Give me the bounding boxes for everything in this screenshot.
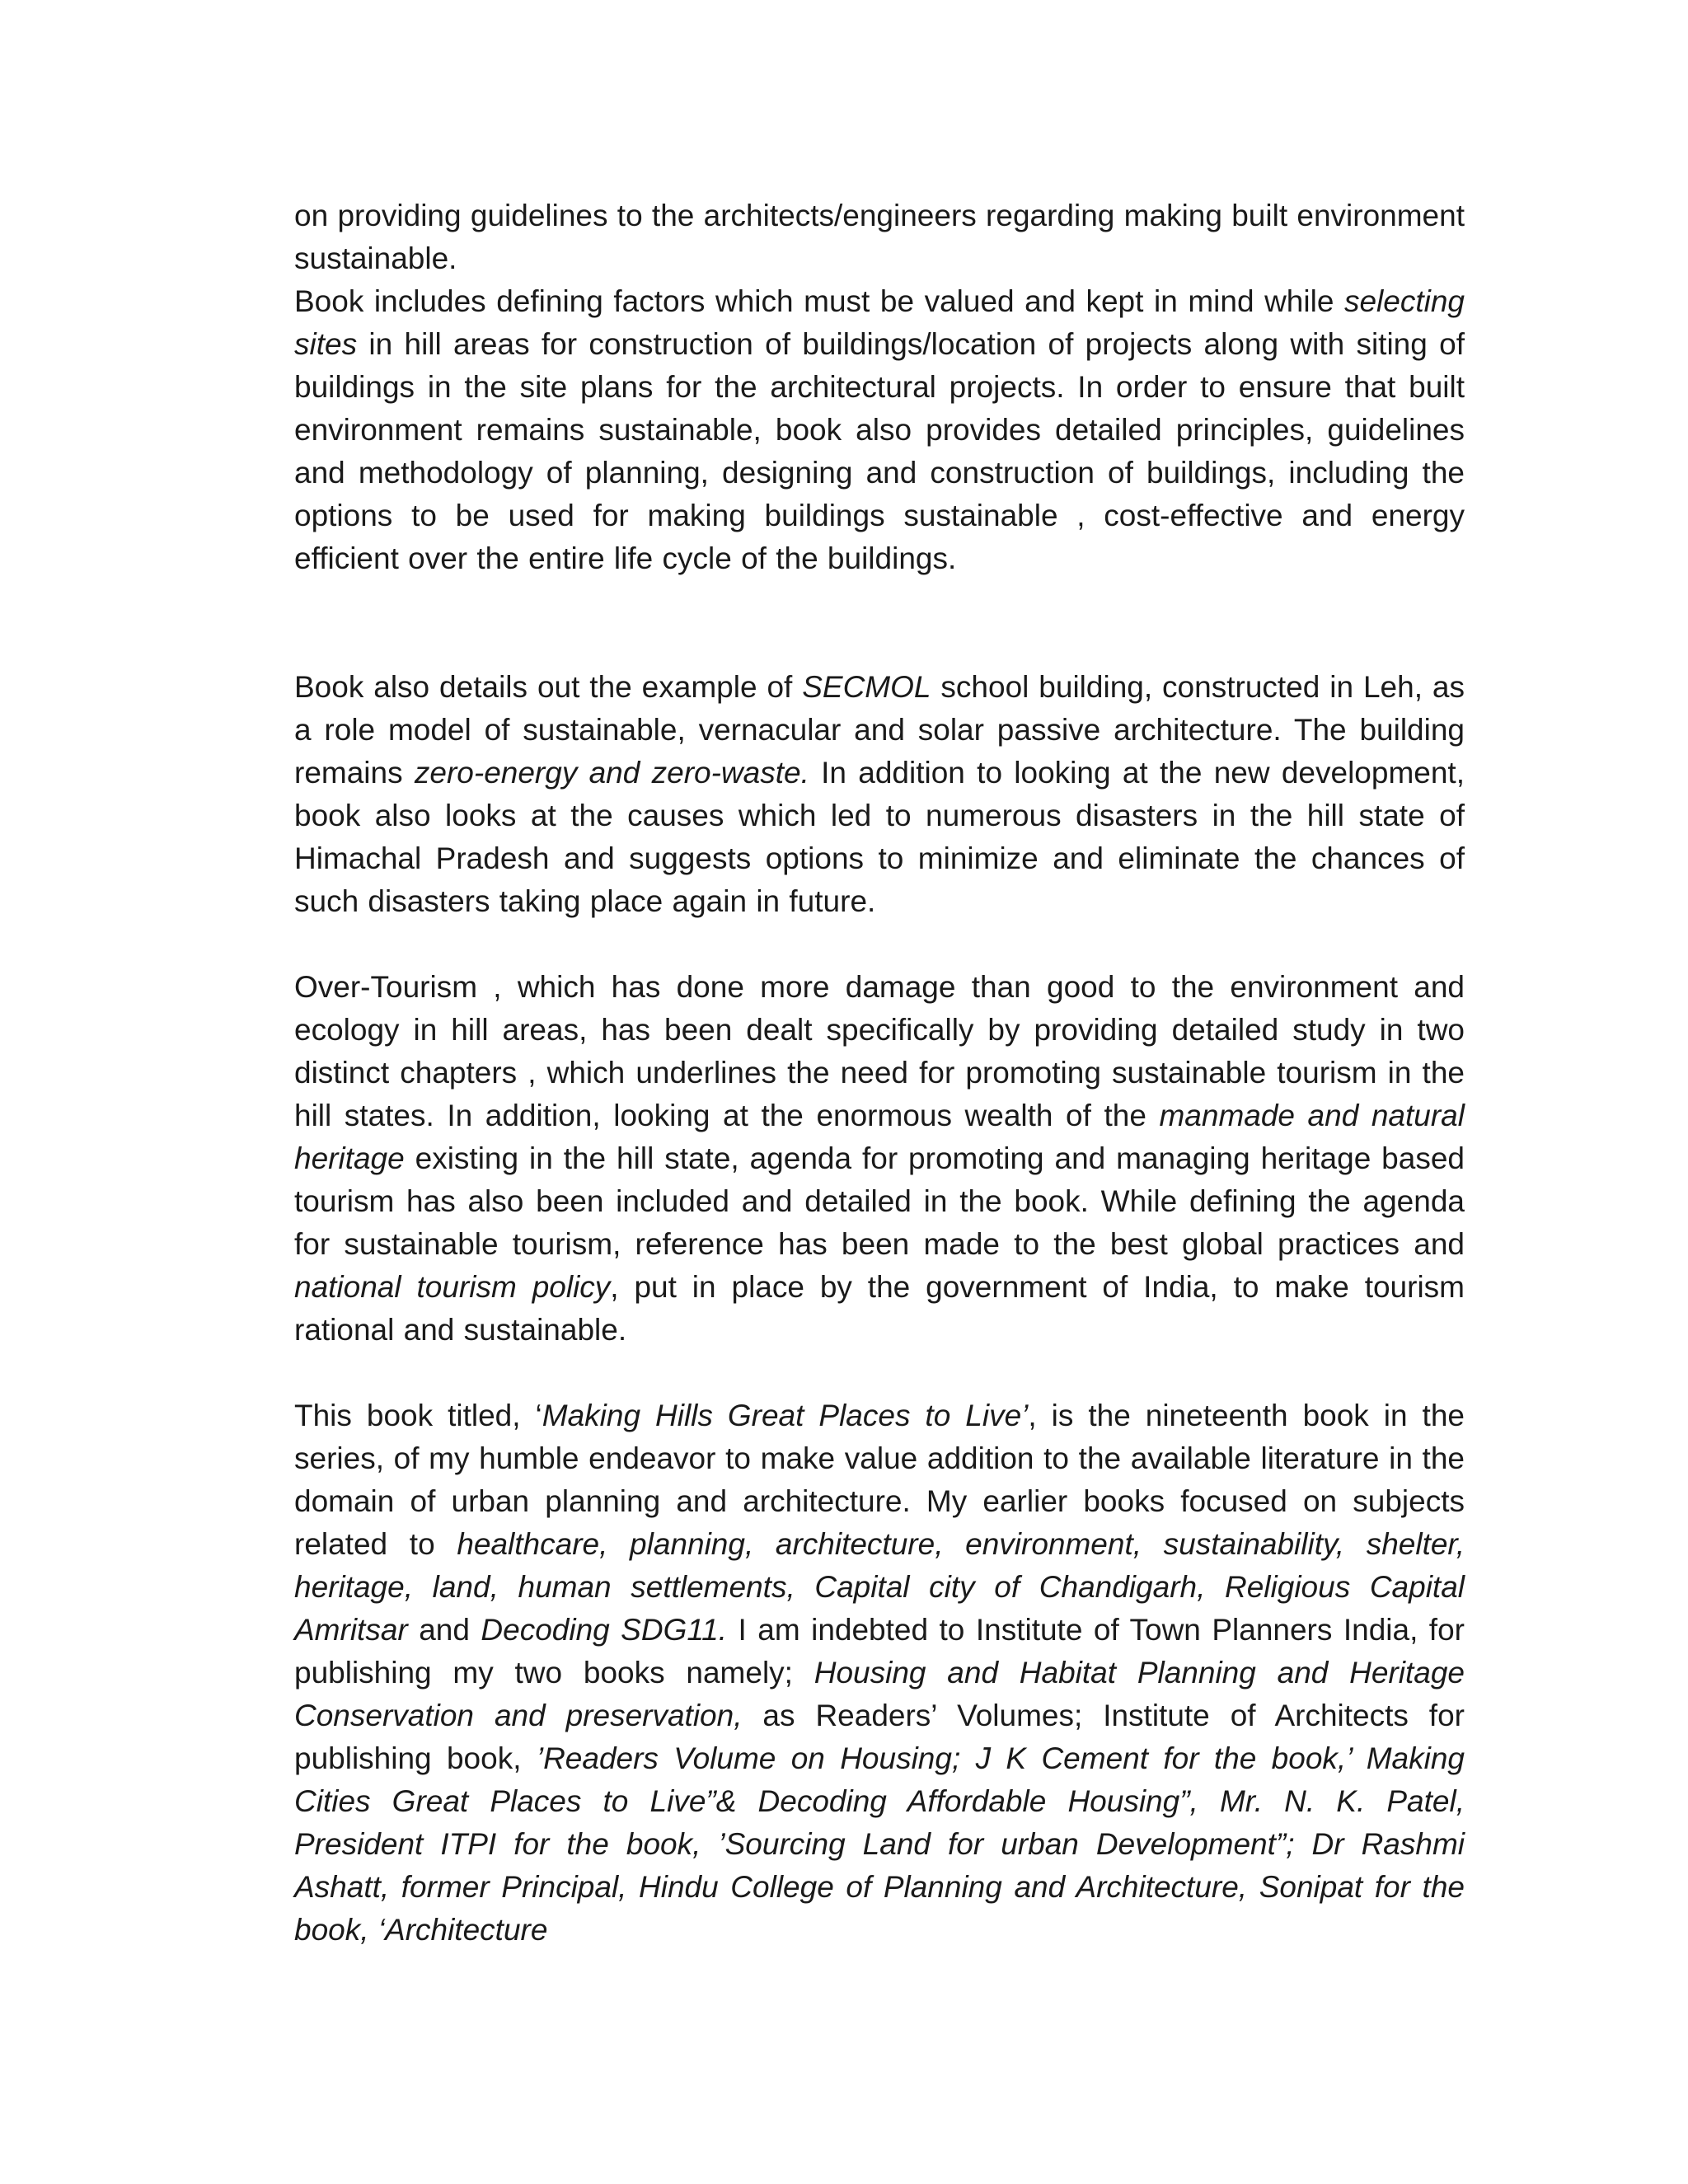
text-segment: on providing guidelines to the architects/engineers regarding making built environment sustainable. [294, 199, 1465, 275]
italic-text-segment: zero-energy and zero-waste. [414, 756, 809, 790]
paragraph-continuation [294, 194, 1465, 280]
text-segment: and [407, 1613, 481, 1647]
italic-text-segment: Decoding SDG11. [481, 1613, 728, 1647]
text-segment: as Readers’ Volumes; Institute of Architects for publishing book, [294, 1699, 1465, 1775]
text-segment: Book includes defining factors which must be valued and kept in mind while [294, 284, 1344, 318]
paragraph-over-tourism [294, 966, 1465, 1352]
text-segment: , is the nineteenth book in the series, of my humble endeavor to make value addition to the available literature in the domain of urban planning and architecture. My earlier books focused on subjects related to [294, 1399, 1465, 1561]
text-segment: in hill areas for construction of buildings/location of projects along with siting of buildings in the site plans for the architectural projects. In order to ensure that built environment remains sustainable, book also provides detailed principles, guidelines and methodology of planning, designing and construction of buildings, including the options to be used for making buildings sustainable , cost-effective and energy efficient over the entire life cycle of the buildings. [294, 327, 1465, 575]
text-segment: school building, constructed in Leh, as a role model of sustainable, vernacular and solar passive architecture. The building remains [294, 670, 1465, 790]
text-segment: Over-Tourism , which has done more damage than good to the environment and ecology in hill areas, has been dealt specifically by providing detailed study in two distinct chapters , which underlines the need for promoting sustainable tourism in the hill states. In addition, looking at the enormous wealth of the [294, 970, 1465, 1132]
italic-text-segment: Making Hills Great Places to Live’ [542, 1399, 1029, 1432]
paragraph-gap [294, 923, 1465, 966]
paragraph-gap [294, 580, 1465, 666]
italic-text-segment: ’Readers Volume on Housing; J K Cement for the book,’ Making Cities Great Places to Live”& Decoding Affordable Housing”, Mr. N. K. Patel, President ITPI for the book, ’Sourcing Land for urban Development”; Dr Rashmi Ashatt, former Principal, Hindu College of Planning and Architecture, Sonipat for the book, ‘Architecture [294, 1741, 1465, 1947]
italic-text-segment: healthcare, planning, architecture, environment, sustainability, shelter, heritage, land, human settlements, Capital city of Chandigarh, Religious Capital Amritsar [294, 1527, 1465, 1647]
text-segment: Book also details out the example of [294, 670, 803, 704]
italic-text-segment: national tourism policy [294, 1270, 611, 1304]
paragraph-secmol [294, 666, 1465, 923]
text-segment: In addition to looking at the new development, book also looks at the causes which led to numerous disasters in the hill state of Himachal Pradesh and suggests options to minimize and eliminate the chances of such disasters taking place again in future. [294, 756, 1465, 918]
paragraph-site-selection [294, 280, 1465, 580]
italic-text-segment: SECMOL [802, 670, 931, 704]
italic-text-segment: manmade and natural heritage [294, 1099, 1465, 1175]
text-segment: I am indebted to Institute of Town Planners India, for publishing my two books namely; [294, 1613, 1465, 1690]
paragraph-gap [294, 1352, 1465, 1394]
italic-text-segment: Housing and Habitat Planning and Heritage Conservation and preservation, [294, 1656, 1465, 1732]
text-segment: , put in place by the government of India, to make tourism rational and sustainable. [294, 1270, 1465, 1347]
body-text [294, 194, 1465, 1952]
text-segment: This book titled, ‘ [294, 1399, 542, 1432]
text-segment: existing in the hill state, agenda for promoting and managing heritage based tourism has also been included and detailed in the book. While defining the agenda for sustainable tourism, reference has been made to the best global practices and [294, 1141, 1465, 1261]
paragraph-book-series [294, 1394, 1465, 1952]
italic-text-segment: selecting sites [294, 284, 1465, 361]
